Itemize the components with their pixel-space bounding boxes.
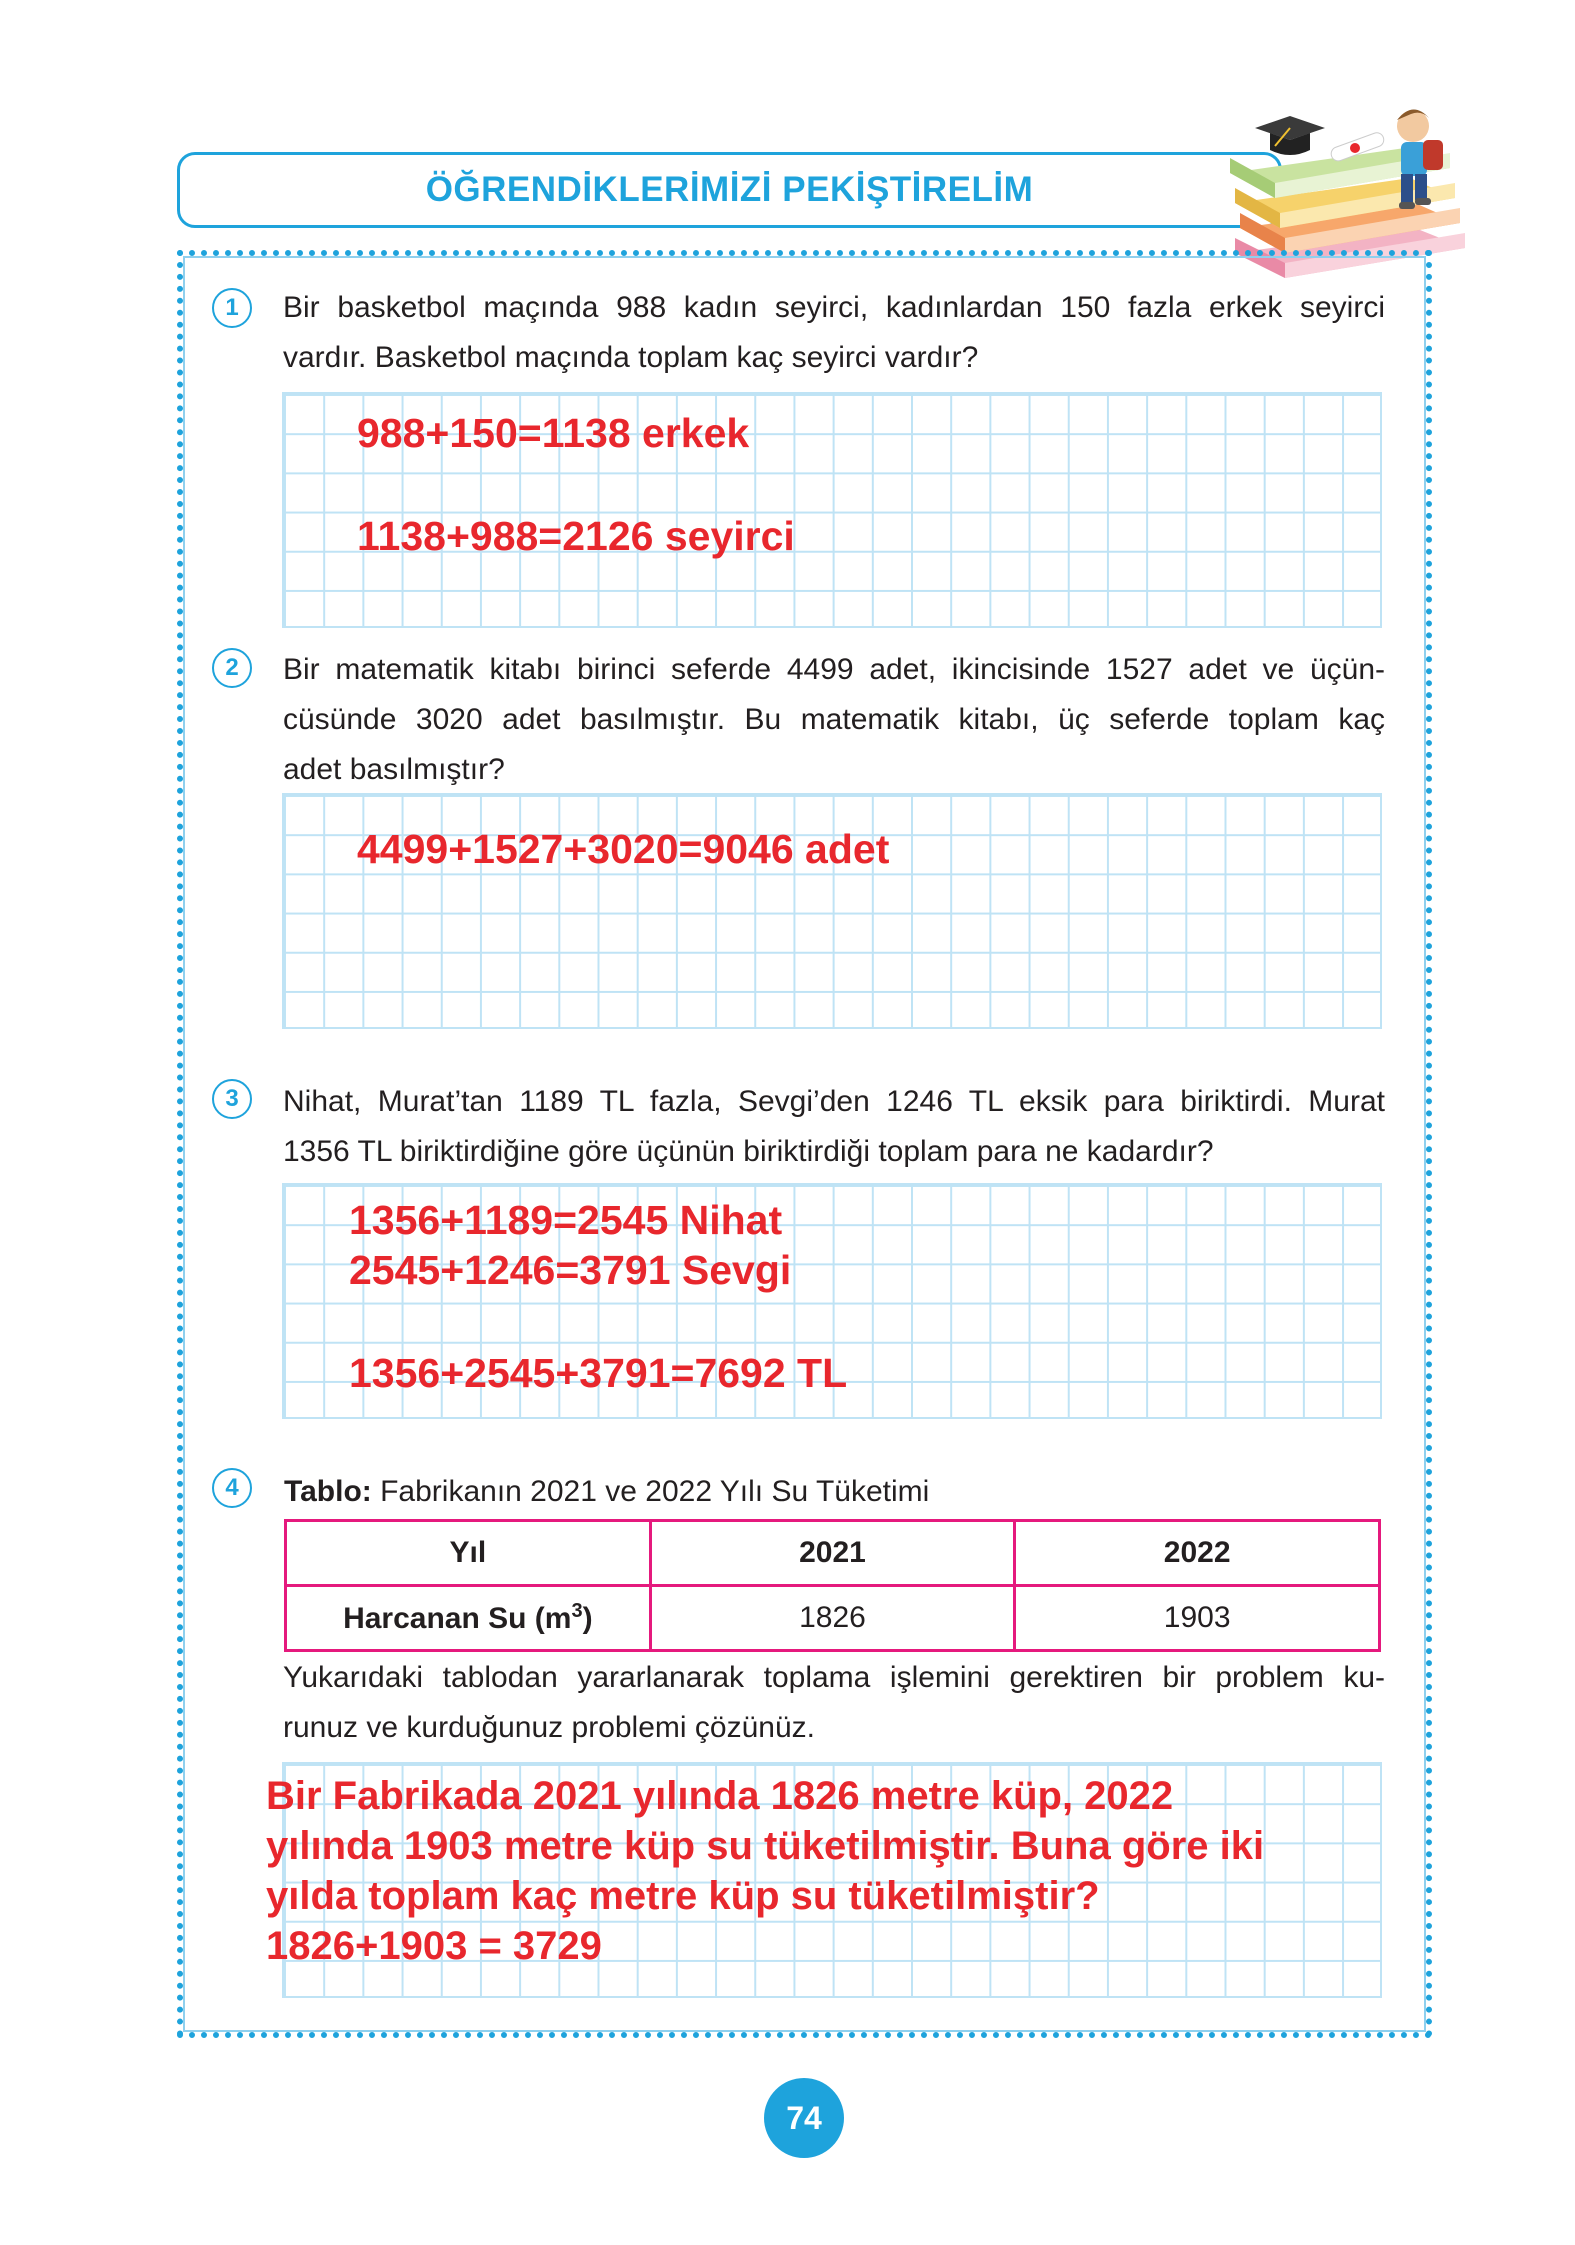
table-caption-label: Tablo: — [284, 1475, 372, 1508]
question-number-1: 1 — [212, 288, 252, 328]
row-label-text: Harcanan Su (m — [343, 1602, 572, 1635]
answer-4-line-1: Bir Fabrikada 2021 yılında 1826 metre küp, 2022 — [266, 1774, 1174, 1818]
table-header-2021: 2021 — [650, 1521, 1015, 1586]
answer-4-line-3: yılda toplam kaç metre küp su tüketilmiştir? — [266, 1874, 1100, 1918]
table-caption — [284, 1467, 929, 1517]
table-row-label — [286, 1586, 651, 1651]
section-header — [177, 152, 1282, 228]
question-number-4: 4 — [212, 1468, 252, 1508]
answer-2-line-1: 4499+1527+3020=9046 adet — [357, 826, 890, 872]
answer-3-line-2: 2545+1246=3791 Sevgi — [349, 1247, 792, 1293]
page-number: 74 — [764, 2078, 844, 2158]
row-label-superscript: 3 — [571, 1600, 583, 1622]
answer-1-line-2: 1138+988=2126 seyirci — [357, 513, 795, 559]
table-header-2022: 2022 — [1015, 1521, 1380, 1586]
row-label-close: ) — [582, 1602, 593, 1635]
table-caption-text: Fabrikanın 2021 ve 2022 Yılı Su Tüketimi — [371, 1475, 930, 1508]
question-4-line-1: Yukarıdaki tablodan yararlanarak toplama işlemini gerektiren bir problem ku- — [283, 1661, 1385, 1694]
question-number-2: 2 — [212, 648, 252, 688]
table-row — [286, 1586, 1380, 1651]
question-1-line-1: Bir basketbol maçında 988 kadın seyirci, kadınlardan 150 fazla erkek seyirci — [283, 291, 1385, 324]
table-header-row — [286, 1521, 1380, 1586]
answer-3-line-3: 1356+2545+3791=7692 TL — [349, 1350, 848, 1396]
question-3-line-2: 1356 TL biriktirdiğine göre üçünün biriktirdiği toplam para ne kadardır? — [283, 1135, 1214, 1168]
question-number-3: 3 — [212, 1079, 252, 1119]
question-3-line-1: Nihat, Murat’tan 1189 TL fazla, Sevgi’den 1246 TL eksik para biriktirdi. Murat — [283, 1085, 1385, 1118]
table-header-year: Yıl — [286, 1521, 651, 1586]
answer-3-line-1: 1356+1189=2545 Nihat — [349, 1197, 783, 1243]
table-cell-2021: 1826 — [650, 1586, 1015, 1651]
question-4-text — [283, 1653, 1385, 1753]
question-3-text — [283, 1077, 1385, 1177]
question-2-line-1: Bir matematik kitabı birinci seferde 4499 adet, ikincisinde 1527 adet ve üçün- — [283, 653, 1385, 686]
question-2-line-2: cüsünde 3020 adet basılmıştır. Bu matematik kitabı, üç seferde toplam kaç — [283, 703, 1385, 736]
question-1-text — [283, 283, 1385, 383]
table-cell-2022: 1903 — [1015, 1586, 1380, 1651]
question-2-line-3: adet basılmıştır? — [283, 753, 505, 786]
water-consumption-table — [284, 1519, 1381, 1652]
graduation-cap-icon — [1255, 116, 1325, 155]
question-1-line-2: vardır. Basketbol maçında toplam kaç seyirci vardır? — [283, 341, 979, 374]
question-4-line-2: runuz ve kurduğunuz problemi çözünüz. — [283, 1711, 815, 1744]
question-2-text — [283, 645, 1385, 795]
answer-4-line-4: 1826+1903 = 3729 — [266, 1924, 602, 1968]
answer-1-line-1: 988+150=1138 erkek — [357, 410, 750, 456]
answer-4-line-2: yılında 1903 metre küp su tüketilmiştir. Buna göre iki — [266, 1824, 1265, 1868]
section-title: ÖĞRENDİKLERİMİZİ PEKİŞTİRELİM — [425, 170, 1034, 209]
